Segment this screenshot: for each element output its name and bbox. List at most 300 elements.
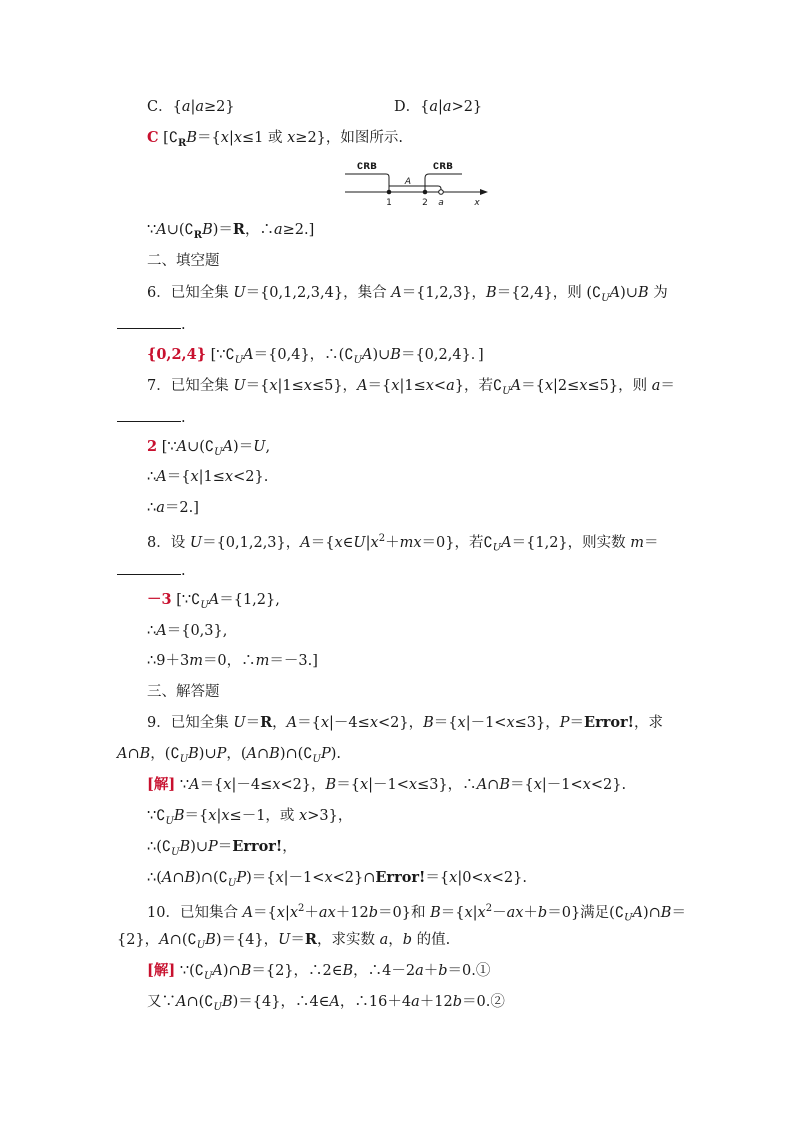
text-run: ＝{: [521, 378, 545, 394]
text-run: A: [208, 592, 220, 608]
text-run: D．{: [394, 99, 430, 115]
answer-marker: [解]: [147, 776, 176, 793]
text-run: ＝{: [425, 870, 450, 886]
text-run: .: [181, 563, 186, 579]
text-run: x: [289, 904, 299, 921]
text-run: A: [391, 285, 402, 301]
text-run: ax: [506, 904, 524, 921]
text-run: B: [139, 746, 151, 762]
text-run: A: [242, 904, 254, 921]
text-run: P: [559, 715, 570, 731]
text-run: B: [179, 839, 191, 855]
text-run: x: [457, 715, 466, 731]
text-run: ∵: [175, 777, 190, 793]
text-run: a: [429, 99, 439, 115]
right-complement-bracket: [425, 174, 462, 192]
text-run: U: [171, 846, 180, 858]
text-run: ＝{: [297, 715, 321, 731]
text-line-l03: [147, 128, 403, 154]
text-run: b: [452, 994, 462, 1010]
text-run: ＋12: [335, 904, 369, 921]
text-run: ＝{1,2}，则实数: [511, 534, 631, 551]
text-run: ,: [265, 439, 271, 455]
text-run: )＝: [212, 222, 233, 238]
text-run: a: [273, 222, 283, 238]
text-run: U: [601, 292, 610, 304]
text-run: |1≤: [198, 469, 225, 485]
text-run: A: [362, 347, 373, 363]
text-run: P: [216, 746, 227, 762]
text-run: ＝－3.]: [269, 653, 318, 669]
text-run: b: [368, 904, 378, 921]
text-run: ∪(∁: [166, 222, 194, 238]
number-line-diagram: [340, 157, 500, 209]
text-run: m: [255, 653, 270, 669]
text-run: ，求实数: [316, 932, 380, 948]
text-run: ＝{: [433, 715, 458, 731]
text-run: >2}: [451, 99, 483, 115]
text-run: ax: [318, 904, 336, 921]
left-complement-label: ∁RB: [356, 162, 378, 172]
text-run: a: [442, 99, 452, 115]
text-run: <2}∩: [332, 870, 376, 886]
text-run: x: [287, 130, 296, 146]
text-run: ＝{: [245, 378, 270, 394]
text-run: B: [240, 963, 252, 979]
text-run: ∴9＋3: [147, 653, 190, 669]
text-run: <2}.: [491, 870, 527, 886]
text-run: U: [165, 815, 174, 827]
text-run: P: [208, 839, 218, 855]
text-line-l16: [147, 590, 280, 616]
text-run: ≤1 或: [242, 130, 288, 146]
axis-label-x: x: [474, 198, 480, 208]
answer-blank: [117, 560, 181, 575]
text-run: x: [324, 870, 333, 886]
text-line-l09: [147, 376, 675, 402]
text-run: U: [179, 753, 189, 765]
text-run: U: [253, 439, 266, 455]
text-run: ＝{1,2,3}，: [401, 285, 487, 301]
text-run: >3}，: [307, 808, 353, 824]
text-run: ＝{0,2,4}．]: [400, 347, 484, 363]
text-line-l22: [147, 775, 626, 795]
text-run: ，∴16＋4: [339, 994, 412, 1010]
text-run: A: [156, 623, 167, 639]
text-run: B: [423, 715, 434, 731]
text-run: B: [499, 777, 510, 793]
text-run: A: [212, 963, 223, 979]
text-run: .: [181, 410, 186, 426]
text-run: B: [205, 932, 216, 948]
text-run: ≥2}: [204, 99, 235, 115]
text-run: x: [233, 130, 243, 146]
text-run: x: [320, 715, 330, 731]
text-run: |2≤: [553, 378, 580, 394]
text-run: ∈: [342, 534, 354, 551]
text-run: |－1<: [541, 777, 583, 793]
text-run: U: [353, 534, 366, 551]
tick-label-2: 2: [422, 198, 428, 208]
text-line-l28: [147, 961, 490, 987]
text-run: x: [334, 534, 343, 551]
text-run: B: [486, 285, 497, 301]
text-run: )∪: [190, 839, 209, 855]
text-run: a: [195, 99, 205, 115]
right-complement-label: ∁RB: [432, 162, 454, 172]
text-run: x: [464, 904, 473, 921]
text-run: ＝{0,1,2,3,4}，集合: [245, 285, 392, 301]
text-run: 二、填空题: [147, 253, 220, 269]
text-run: B: [186, 130, 198, 146]
text-run: B: [221, 994, 233, 1010]
text-run: U: [312, 753, 321, 765]
text-run: ＝{0,4}，∴(∁: [253, 347, 354, 363]
text-run: |: [228, 130, 234, 146]
text-run: 8．设: [147, 534, 190, 551]
text-run: A: [357, 378, 368, 394]
text-run: ∵∁: [147, 808, 166, 824]
text-run: A: [243, 347, 254, 363]
point-a: [439, 190, 444, 195]
text-run: U: [214, 446, 223, 458]
text-run: ＝{0,1,2,3}，: [202, 534, 301, 551]
text-run: B: [202, 222, 213, 238]
text-run: x: [299, 808, 308, 824]
text-line-l11: [147, 437, 270, 463]
text-run: ，求: [634, 715, 664, 731]
text-run: A: [501, 534, 512, 551]
text-run: |－1<: [465, 715, 507, 731]
text-run: ≥2}，如图所示.: [295, 130, 404, 146]
text-run: |: [472, 904, 478, 921]
text-line-l15: [117, 560, 186, 581]
text-run: B: [342, 963, 354, 979]
text-run: <2}.: [590, 777, 627, 793]
text-run: a: [415, 963, 424, 979]
answer-blank: [117, 314, 181, 329]
text-run: x: [220, 130, 229, 146]
text-run: ≤5}，则: [587, 378, 652, 394]
text-run: b: [537, 904, 548, 921]
text-run: B: [430, 904, 441, 921]
text-run: ＝0}满足(∁: [547, 904, 625, 921]
text-run: [∁: [158, 130, 179, 146]
text-run: x: [449, 870, 458, 886]
text-run: A: [476, 777, 488, 793]
text-run: R: [304, 931, 317, 948]
text-run: a: [181, 99, 191, 115]
text-line-l17: [147, 621, 227, 641]
text-run: 三、解答题: [147, 684, 220, 700]
text-run: ∵(∁: [175, 963, 204, 979]
text-run: ，∴: [244, 222, 274, 238]
set-a-bracket: [389, 186, 441, 192]
text-run: {2}，: [117, 932, 160, 948]
text-run: －: [492, 904, 507, 921]
text-run: |: [365, 534, 371, 551]
text-run: A: [510, 378, 522, 394]
text-run: [∵: [157, 439, 177, 455]
answer-marker: －3: [147, 591, 172, 608]
text-run: U: [492, 542, 502, 554]
text-run: B: [188, 746, 199, 762]
text-run: ∴: [147, 623, 157, 639]
text-run: U: [233, 285, 246, 301]
text-run: ＋12: [419, 994, 453, 1010]
text-run: x: [224, 469, 234, 485]
text-run: U: [233, 715, 246, 731]
text-run: x: [391, 378, 400, 394]
text-run: A: [222, 439, 234, 455]
text-run: U: [189, 534, 203, 551]
text-run: m: [630, 534, 645, 551]
text-run: 9．已知全集: [147, 715, 234, 731]
text-run: A: [286, 715, 298, 731]
text-run: )∪: [198, 746, 217, 762]
text-run: ＝: [644, 534, 659, 551]
text-run: U: [234, 354, 244, 366]
text-run: U: [200, 599, 209, 611]
text-line-l12: [147, 467, 268, 487]
text-line-l21: [117, 744, 341, 770]
text-run: <2}，: [280, 777, 326, 793]
text-run: a: [411, 994, 420, 1010]
text-run: x: [269, 378, 278, 394]
text-run: ∵: [147, 222, 157, 238]
text-run: ∩: [172, 870, 185, 886]
text-run: |1≤: [399, 378, 426, 394]
text-run: )＝{: [246, 870, 276, 886]
set-a-label: A: [404, 177, 412, 187]
text-run: B: [325, 777, 337, 793]
point-2: [423, 190, 428, 195]
text-run: |: [438, 99, 443, 115]
text-run: B: [184, 870, 196, 886]
text-run: [∵∁: [206, 347, 235, 363]
text-run: )∪: [372, 347, 391, 363]
text-run: B: [660, 904, 672, 921]
text-run: x: [506, 715, 515, 731]
text-run: ∪(∁: [187, 439, 215, 455]
text-run: ＝: [290, 932, 305, 948]
text-run: ∩(∁: [169, 932, 197, 948]
text-run: |－4≤: [231, 777, 273, 793]
text-run: ≤－1，或: [229, 808, 300, 824]
text-run: ＝: [660, 378, 675, 394]
text-run: 7．已知全集: [147, 378, 234, 394]
left-complement-bracket: [345, 174, 389, 192]
text-run: x: [533, 777, 542, 793]
text-line-l27: [117, 930, 450, 956]
text-run: ≤3}，∴: [417, 777, 477, 793]
text-run: ＝0}和: [378, 904, 431, 921]
text-run: x: [303, 378, 312, 394]
text-line-l08: [147, 345, 484, 371]
text-run: ＝{0,3},: [166, 623, 228, 639]
text-run: ＝2.]: [164, 500, 199, 516]
text-line-l29: [147, 992, 505, 1018]
text-line-l02: [394, 97, 482, 117]
text-run: U: [502, 385, 511, 397]
text-line-l14: [147, 529, 659, 559]
text-run: x: [223, 777, 232, 793]
text-run: A: [609, 285, 621, 301]
text-run: A: [159, 932, 170, 948]
text-run: ＝0.①: [447, 963, 491, 979]
text-run: |0<: [457, 870, 484, 886]
text-run: ＝: [217, 839, 233, 855]
text-run: U: [278, 932, 291, 948]
answer-marker: 2: [147, 438, 158, 455]
text-run: x: [208, 808, 217, 824]
text-run: ＝{: [367, 378, 392, 394]
text-run: U: [624, 912, 633, 924]
text-run: A: [156, 469, 167, 485]
text-line-l25: [147, 868, 527, 894]
text-run: [∵∁: [171, 592, 201, 608]
text-run: |－4≤: [329, 715, 370, 731]
text-run: ＝{: [253, 904, 277, 921]
text-run: x: [272, 777, 281, 793]
text-run: <2}，: [378, 715, 424, 731]
text-run: A: [632, 904, 643, 921]
text-run: ∩: [487, 777, 500, 793]
text-line-l19: [147, 682, 220, 702]
text-run: <: [433, 378, 447, 394]
text-run: 2: [298, 903, 305, 914]
text-run: x: [408, 777, 418, 793]
text-run: Error!: [232, 838, 283, 855]
text-run: ＝: [569, 715, 585, 731]
text-run: ＝{: [199, 777, 224, 793]
answer-marker: [解]: [147, 962, 176, 979]
text-run: ＝{: [336, 777, 360, 793]
text-run: |－1<: [368, 777, 409, 793]
text-run: |: [284, 904, 290, 921]
text-run: ∩: [127, 746, 140, 762]
tick-label-a: a: [438, 198, 444, 208]
text-run: B: [637, 285, 649, 301]
text-run: ＝{: [197, 130, 221, 146]
text-run: )＝: [233, 439, 254, 455]
text-run: ，(: [226, 746, 247, 762]
text-run: x: [544, 378, 554, 394]
text-run: )＝{4}，: [215, 932, 279, 948]
text-run: ＝0}，若∁: [421, 534, 493, 551]
text-line-l20: [147, 713, 663, 733]
text-run: ＝0，∴: [202, 653, 256, 669]
text-run: 2: [378, 533, 386, 544]
text-run: |: [216, 808, 222, 824]
text-run: ＝: [245, 715, 261, 731]
tick-label-1: 1: [386, 198, 392, 208]
text-run: ＝{2,4}，则 (∁: [496, 285, 602, 301]
text-run: )∩(∁: [195, 870, 228, 886]
text-run: )∪: [620, 285, 638, 301]
text-run: ＝{: [184, 808, 209, 824]
text-line-l13: [147, 498, 199, 518]
text-run: ＝{: [440, 904, 465, 921]
text-run: |1≤: [277, 378, 304, 394]
text-run: |: [190, 99, 196, 115]
text-run: A: [176, 439, 188, 455]
text-run: )∩(∁: [279, 746, 313, 762]
text-run: ＝{: [310, 534, 335, 551]
text-run: P: [236, 870, 247, 886]
text-run: ，(∁: [150, 746, 180, 762]
text-run: ，∴4－2: [353, 963, 416, 979]
text-run: ∩: [257, 746, 270, 762]
text-run: R: [232, 221, 245, 238]
text-run: ，: [272, 715, 287, 731]
text-run: ∴: [147, 500, 157, 516]
text-run: 又∵: [147, 994, 176, 1010]
text-run: |－1<: [283, 870, 325, 886]
text-line-l05: [147, 251, 220, 271]
text-run: 为: [648, 285, 668, 301]
text-run: 6．已知全集: [147, 285, 234, 301]
text-run: .: [181, 317, 186, 333]
text-line-l26: [147, 899, 686, 929]
text-run: ＝{: [509, 777, 534, 793]
text-line-l01: [147, 97, 235, 117]
text-run: ≤3}，: [514, 715, 560, 731]
text-run: ≤5}，: [311, 378, 358, 394]
text-line-l04: [147, 220, 314, 246]
text-run: U: [353, 354, 362, 366]
text-run: B: [173, 808, 185, 824]
text-run: x: [190, 469, 199, 485]
text-run: R: [260, 714, 273, 731]
text-run: B: [269, 746, 280, 762]
text-run: x: [425, 378, 434, 394]
text-run: ＝: [671, 904, 686, 921]
text-run: A: [189, 777, 200, 793]
text-run: x: [275, 870, 284, 886]
text-line-l10: [117, 407, 186, 428]
text-run: U: [203, 970, 213, 982]
text-run: A: [329, 994, 340, 1010]
text-run: b: [402, 932, 413, 948]
text-run: ∴(: [147, 870, 162, 886]
text-run: x: [369, 715, 378, 731]
text-run: x: [370, 534, 379, 551]
answer-marker: {0,2,4}: [147, 346, 207, 363]
point-1: [387, 190, 392, 195]
text-run: )∩: [642, 904, 661, 921]
text-run: P: [320, 746, 331, 762]
text-run: A: [156, 222, 167, 238]
text-run: )∩: [222, 963, 241, 979]
text-run: A: [246, 746, 258, 762]
text-run: a: [379, 932, 389, 948]
text-line-l18: [147, 651, 318, 671]
text-run: U: [196, 939, 206, 951]
text-run: <2}.: [233, 469, 269, 485]
text-run: x: [582, 777, 591, 793]
text-run: m: [189, 653, 203, 669]
text-run: R: [178, 137, 187, 149]
text-line-l06: [147, 283, 668, 309]
answer-blank: [117, 407, 181, 422]
text-run: x: [359, 777, 369, 793]
text-run: ∩(∁: [186, 994, 214, 1010]
text-run: 的值.: [412, 932, 451, 948]
text-run: x: [477, 904, 486, 921]
text-run: 2: [485, 903, 493, 914]
text-line-l07: [117, 314, 186, 335]
